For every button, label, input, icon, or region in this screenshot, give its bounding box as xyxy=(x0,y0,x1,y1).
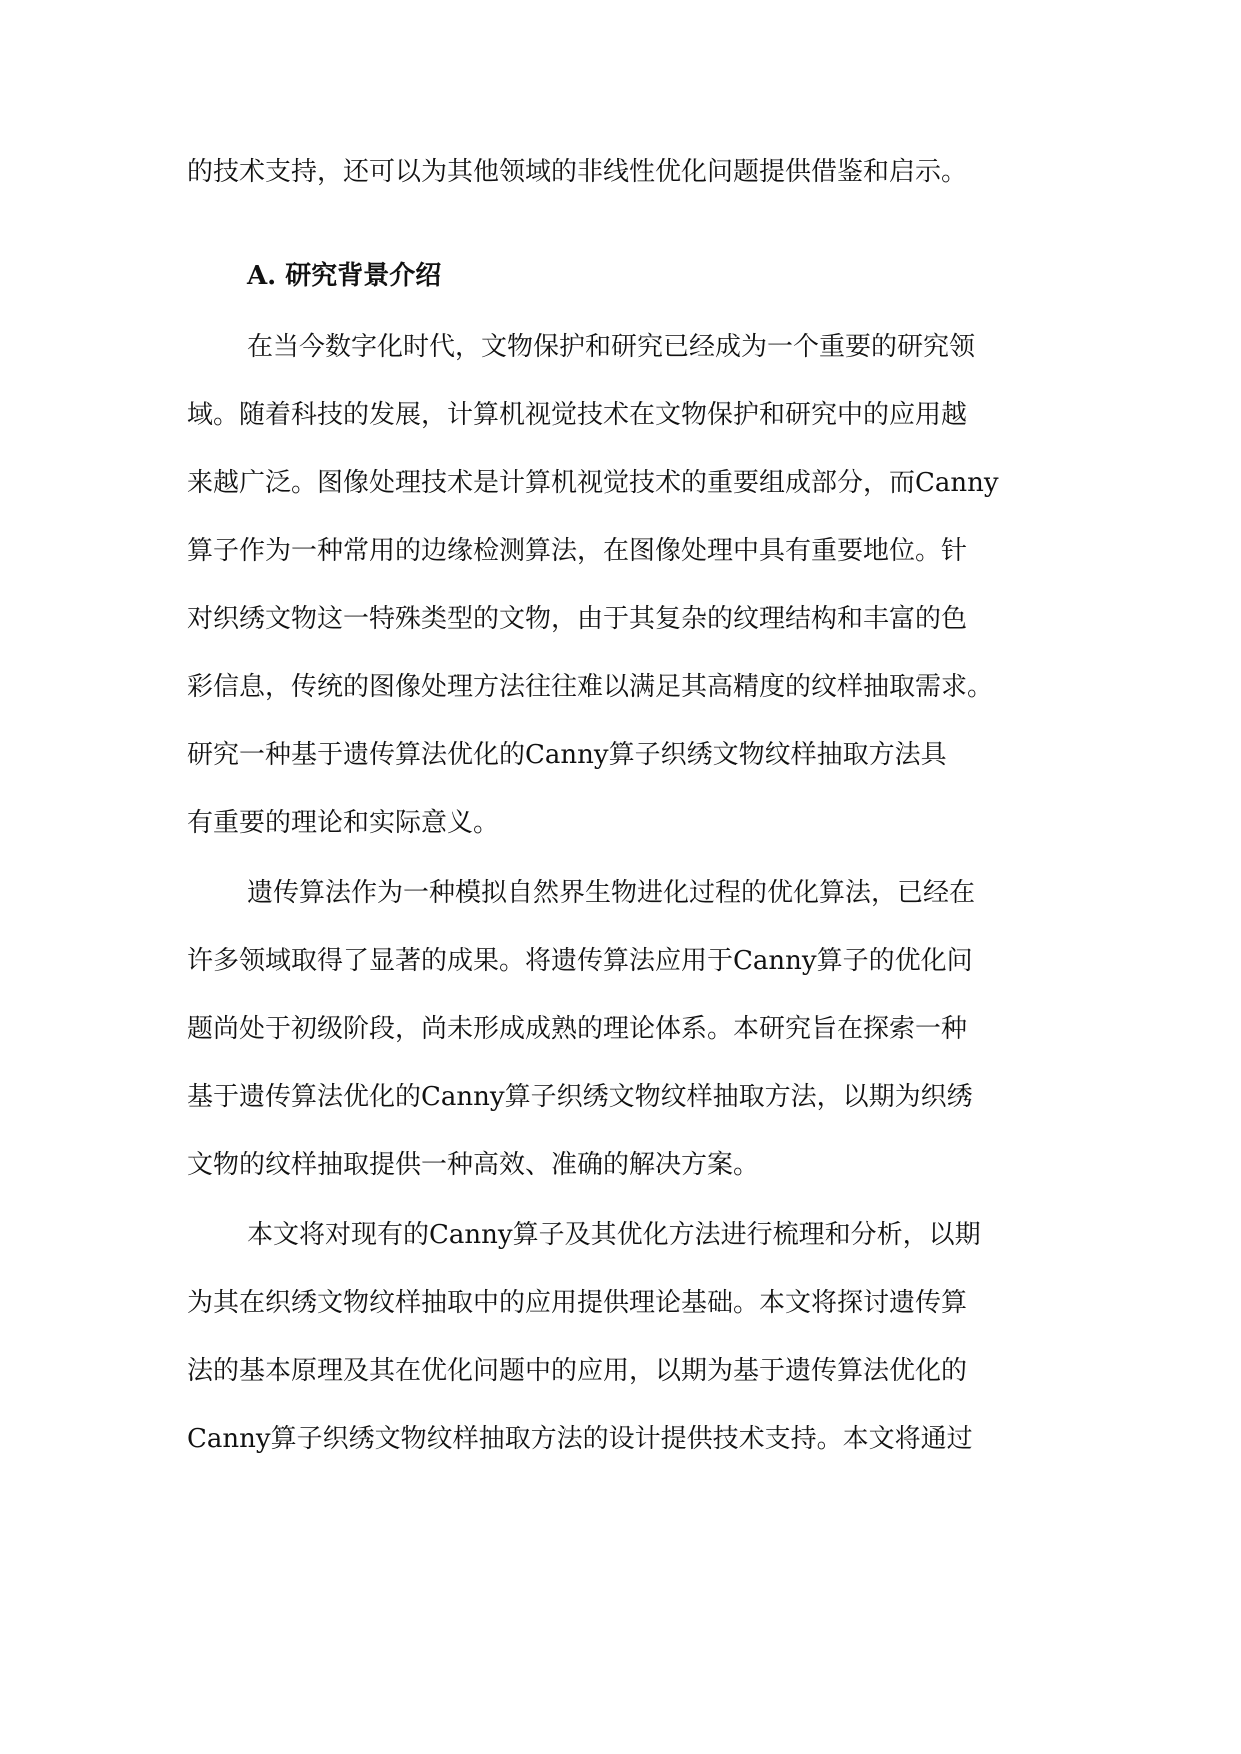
text-line: 来越广泛。图像处理技术是计算机视觉技术的重要组成部分，而Canny xyxy=(187,468,999,498)
text-line: 许多领域取得了显著的成果。将遗传算法应用于Canny算子的优化问 xyxy=(187,946,973,976)
text-line: 法的基本原理及其在优化问题中的应用，以期为基于遗传算法优化的 xyxy=(187,1356,968,1386)
text-line: 算子作为一种常用的边缘检测算法，在图像处理中具有重要地位。针 xyxy=(187,536,968,566)
text-line: 文物的纹样抽取提供一种高效、准确的解决方案。 xyxy=(187,1150,760,1180)
text-line: 为其在织绣文物纹样抽取中的应用提供理论基础。本文将探讨遗传算 xyxy=(187,1288,968,1318)
text-line: Canny算子织绣文物纹样抽取方法的设计提供技术支持。本文将通过 xyxy=(187,1424,973,1454)
paragraph-first-line: 遗传算法作为一种模拟自然界生物进化过程的优化算法，已经在 xyxy=(247,878,976,908)
paragraph-first-line: 在当今数字化时代，文物保护和研究已经成为一个重要的研究领 xyxy=(247,332,976,362)
text-line: 彩信息，传统的图像处理方法往往难以满足其高精度的纹样抽取需求。 xyxy=(187,672,994,702)
text-line: 题尚处于初级阶段，尚未形成成熟的理论体系。本研究旨在探索一种 xyxy=(187,1014,968,1044)
text-line: 研究一种基于遗传算法优化的Canny算子织绣文物纹样抽取方法具 xyxy=(187,740,947,770)
text-line: 域。随着科技的发展，计算机视觉技术在文物保护和研究中的应用越 xyxy=(187,400,968,430)
text-line: 对织绣文物这一特殊类型的文物，由于其复杂的纹理结构和丰富的色 xyxy=(187,604,968,634)
text-line: 有重要的理论和实际意义。 xyxy=(187,808,500,838)
text-line: 基于遗传算法优化的Canny算子织绣文物纹样抽取方法，以期为织绣 xyxy=(187,1082,973,1112)
paragraph-first-line: 本文将对现有的Canny算子及其优化方法进行梳理和分析，以期 xyxy=(247,1220,981,1250)
section-heading: A. 研究背景介绍 xyxy=(247,261,442,291)
text-line: 的技术支持，还可以为其他领域的非线性优化问题提供借鉴和启示。 xyxy=(187,157,968,187)
